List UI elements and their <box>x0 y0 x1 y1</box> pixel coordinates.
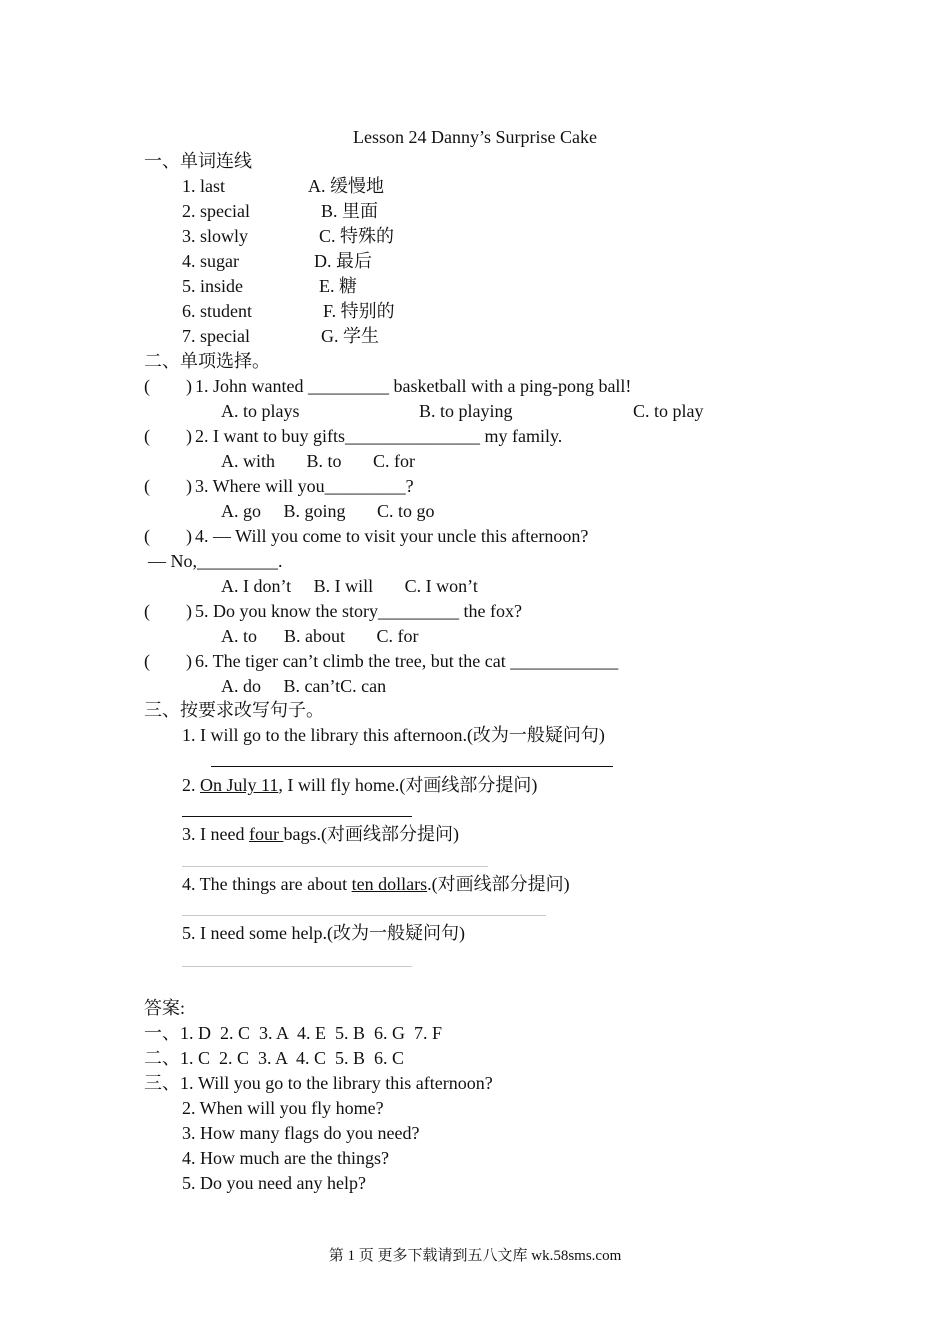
question-options: A. I don’t B. I will C. I won’t <box>221 576 478 596</box>
answer-bracket: ( ) <box>144 526 192 546</box>
answer-bracket: ( ) <box>144 476 192 496</box>
answer-line-text: 一、1. D 2. C 3. A 4. E 5. B 6. G 7. F <box>144 1023 443 1043</box>
word-item: 2. special <box>182 201 250 221</box>
underlined-phrase: On July 11 <box>200 775 279 795</box>
answer-bracket: ( ) <box>144 651 192 671</box>
underlined-phrase: ten dollars <box>351 874 428 894</box>
answer-line <box>182 915 546 916</box>
section2-heading: 二、单项选择。 <box>144 351 270 371</box>
question-stem-line2: — No,_________. <box>148 551 283 571</box>
rewrite-item <box>182 873 570 895</box>
answer-line <box>182 866 488 867</box>
question-options: A. do B. can’tC. can <box>221 676 387 696</box>
option-a: A. to plays <box>221 401 300 421</box>
rewrite-suffix: bags.(对画线部分提问) <box>283 824 459 844</box>
meaning-item: G. 学生 <box>321 326 379 346</box>
meaning-item: A. 缓慢地 <box>308 176 384 196</box>
question-options: A. to B. about C. for <box>221 626 419 646</box>
question-options: A. with B. to C. for <box>221 451 416 471</box>
word-item: 6. student <box>182 301 252 321</box>
underlined-phrase: four <box>248 824 284 844</box>
question-stem: 4. — Will you come to visit your uncle this afternoon? <box>195 526 589 546</box>
page-title: Lesson 24 Danny’s Surprise Cake <box>353 127 597 147</box>
meaning-item: B. 里面 <box>321 201 379 221</box>
section1-heading: 一、单词连线 <box>144 151 252 171</box>
word-item: 7. special <box>182 326 250 346</box>
answer-bracket: ( ) <box>144 601 192 621</box>
rewrite-item: 1. I will go to the library this afternoon.(改为一般疑问句) <box>182 725 605 745</box>
question-stem: 3. Where will you_________? <box>195 476 414 496</box>
answer-line-text: 二、1. C 2. C 3. A 4. C 5. B 6. C <box>144 1048 405 1068</box>
rewrite-prefix: 4. The things are about <box>182 874 352 894</box>
meaning-item: D. 最后 <box>314 251 372 271</box>
page-footer: 第 1 页 更多下载请到五八文库 wk.58sms.com <box>328 1248 622 1264</box>
answer-line <box>182 966 412 967</box>
question-stem: 1. John wanted _________ basketball with a ping-pong ball! <box>195 376 632 396</box>
answer-bracket: ( ) <box>144 426 192 446</box>
answer-line-text: 4. How much are the things? <box>182 1148 389 1168</box>
answer-line <box>182 816 412 817</box>
question-options: A. go B. going C. to go <box>221 501 435 521</box>
rewrite-item <box>182 823 459 845</box>
answer-line <box>211 766 613 767</box>
answer-line-text: 3. How many flags do you need? <box>182 1123 420 1143</box>
meaning-item: F. 特别的 <box>323 301 395 321</box>
rewrite-item: 5. I need some help.(改为一般疑问句) <box>182 923 465 943</box>
rewrite-prefix: 2. <box>182 775 200 795</box>
question-stem: 6. The tiger can’t climb the tree, but the cat ____________ <box>195 651 619 671</box>
rewrite-item <box>182 774 537 796</box>
question-stem: 5. Do you know the story_________ the fox? <box>195 601 522 621</box>
answer-line-text: 5. Do you need any help? <box>182 1173 366 1193</box>
meaning-item: C. 特殊的 <box>319 226 395 246</box>
rewrite-prefix: 3. I need <box>182 824 249 844</box>
rewrite-suffix: .(对画线部分提问) <box>427 874 570 894</box>
word-item: 5. inside <box>182 276 243 296</box>
word-item: 4. sugar <box>182 251 239 271</box>
answer-line-text: 三、1. Will you go to the library this afternoon? <box>144 1073 493 1093</box>
word-item: 1. last <box>182 176 225 196</box>
question-stem: 2. I want to buy gifts_______________ my family. <box>195 426 563 446</box>
word-item: 3. slowly <box>182 226 249 246</box>
meaning-item: E. 糖 <box>319 276 357 296</box>
option-c: C. to play <box>633 401 704 421</box>
answer-bracket: ( ) <box>144 376 192 396</box>
answers-heading: 答案: <box>144 998 186 1018</box>
rewrite-suffix: , I will fly home.(对画线部分提问) <box>278 775 538 795</box>
option-b: B. to playing <box>419 401 513 421</box>
answer-line-text: 2. When will you fly home? <box>182 1098 384 1118</box>
section3-heading: 三、按要求改写句子。 <box>144 700 324 720</box>
